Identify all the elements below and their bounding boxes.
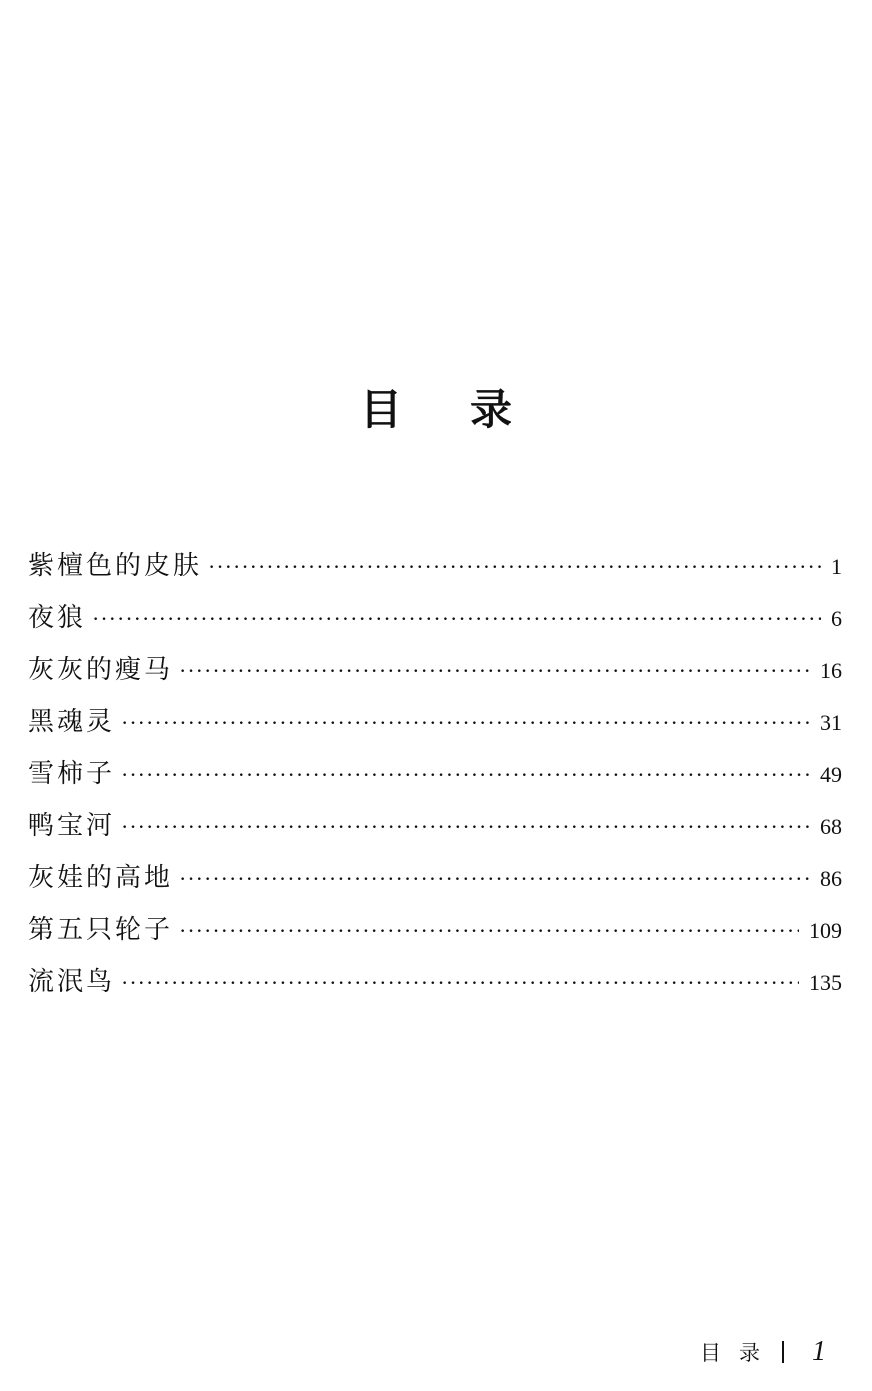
- toc-entry-page: 109: [809, 918, 842, 943]
- page-title-part-2: 录: [470, 385, 513, 434]
- dot-leader: [121, 755, 810, 795]
- toc-entry-page: 1: [831, 554, 842, 579]
- toc-entry[interactable]: [28, 858, 842, 910]
- toc-entry-page: 31: [820, 710, 842, 735]
- toc-entry-title: 紫檀色的皮肤: [28, 551, 203, 581]
- dot-leader: [121, 807, 810, 847]
- toc-entry[interactable]: [28, 910, 842, 962]
- toc-entry[interactable]: [28, 546, 842, 598]
- toc-entry-title: 鸭宝河: [28, 811, 116, 841]
- table-of-contents: [28, 546, 842, 1014]
- toc-entry-title: 雪柿子: [28, 759, 116, 789]
- dot-leader: [179, 859, 810, 899]
- toc-entry-page: 6: [831, 606, 842, 631]
- toc-entry[interactable]: [28, 702, 842, 754]
- footer-divider: [782, 1341, 784, 1363]
- toc-entry-title: 第五只轮子: [28, 915, 174, 945]
- page-title: [0, 382, 872, 438]
- toc-entry-page: 16: [820, 658, 842, 683]
- toc-entry-title: 黑魂灵: [28, 707, 116, 737]
- running-footer: [700, 1332, 826, 1372]
- dot-leader: [121, 703, 810, 743]
- page-title-part-1: 目: [359, 385, 402, 434]
- dot-leader: [179, 911, 799, 951]
- toc-entry-page: 86: [820, 866, 842, 891]
- dot-leader: [179, 651, 810, 691]
- toc-entry[interactable]: [28, 806, 842, 858]
- toc-entry-title: 灰娃的高地: [28, 863, 174, 893]
- footer-page-number: 1: [812, 1336, 826, 1367]
- toc-entry-title: 灰灰的瘦马: [28, 655, 174, 685]
- dot-leader: [92, 599, 821, 639]
- dot-leader: [208, 547, 821, 587]
- footer-section-label: 目录: [700, 1341, 778, 1365]
- toc-entry-page: 68: [820, 814, 842, 839]
- dot-leader: [121, 963, 799, 1003]
- toc-entry-title: 夜狼: [28, 603, 87, 633]
- toc-entry[interactable]: [28, 598, 842, 650]
- toc-entry-page: 135: [809, 970, 842, 995]
- toc-entry-title: 流泯鸟: [28, 967, 116, 997]
- toc-entry[interactable]: [28, 754, 842, 806]
- toc-entry[interactable]: [28, 962, 842, 1014]
- toc-entry[interactable]: [28, 650, 842, 702]
- toc-entry-page: 49: [820, 762, 842, 787]
